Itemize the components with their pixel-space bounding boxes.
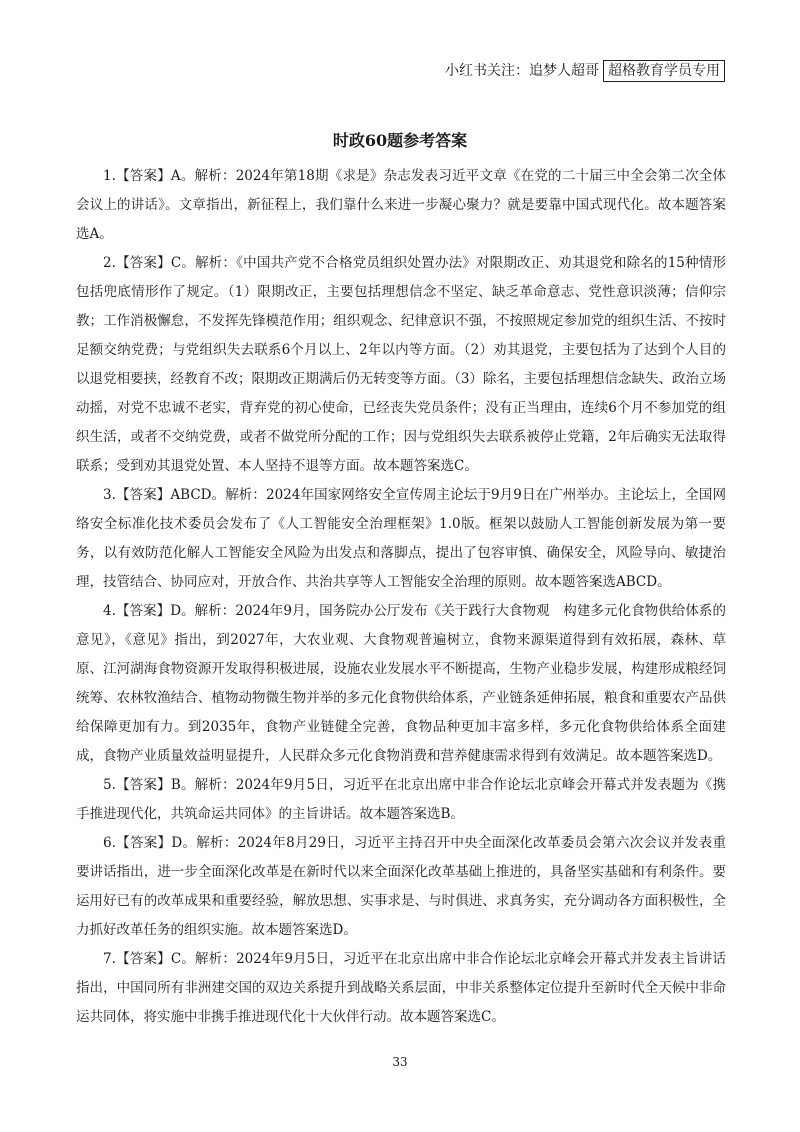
answer-text: 解析：《中国共产党不合格党员组织处置办法》对限期改正、劝其退党和除名的15种情形包括兜底情形作了规定。（1）限期改正，主要包括理想信念不坚定、缺乏革命意志、党性意识淡薄；信仰宗教；工作消极懈怠，不发挥先锋模范作用；组织观念、纪律意识不强，不按照规定参加党的组织生活、不按时足额交纳党费；与党组织失去联系6个月以上、2年以内等方面。（2）劝其退党，主要包括为了达到个人目的以退党相要挟，经教育不改；限期改正期满后仍无转变等方面。（3）除名，主要包括理想信念缺失、政治立场动摇，对党不忠诚不老实，背弃党的初心使命，已经丧失党员条件；没有正当理由，连续6个月不参加党的组织生活，或者不交纳党费，或者不做党所分配的工作；因与党组织失去联系被停止党籍，2年后确实无法取得联系；受到劝其退党处置、本人坚持不退等方面。故本题答案选C。 <box>76 255 726 474</box>
answer-item-6 <box>76 829 726 945</box>
page-number: 33 <box>392 1055 408 1069</box>
answer-text: 解析：2024年9月5日，习近平在北京出席中非合作论坛北京峰会开幕式并发表题为《携手推进现代化，共筑命运共同体》的主旨讲话。故本题答案选B。 <box>76 777 726 822</box>
page-header <box>445 60 725 82</box>
answer-item-1 <box>76 162 726 249</box>
answer-prefix: 5.【答案】B。 <box>103 777 195 793</box>
answer-list <box>76 162 726 1032</box>
header-badge: 超格教育学员专用 <box>603 60 725 82</box>
answer-prefix: 3.【答案】ABCD。 <box>103 487 226 503</box>
answer-text: 解析：2024年9月5日，习近平在北京出席中非合作论坛北京峰会开幕式并发表主旨讲话指出，中国同所有非洲建交国的双边关系提升到战略关系层面，中非关系整体定位提升至新时代全天候中非命运共同体，将实施中非携手推进现代化十大伙伴行动。故本题答案选C。 <box>76 951 726 1025</box>
answer-prefix: 4.【答案】D。 <box>103 603 195 619</box>
answer-item-3 <box>76 481 726 597</box>
answer-item-7 <box>76 945 726 1032</box>
answer-text: 解析：2024年8月29日，习近平主持召开中央全面深化改革委员会第六次会议并发表重要讲话指出，进一步全面深化改革是在新时代以来全面深化改革基础上推进的，具备坚实基础和有利条件。要运用好已有的改革成果和重要经验，解放思想、实事求是、与时俱进、求真务实，充分调动各方面积极性，全力抓好改革任务的组织实施。故本题答案选D。 <box>76 835 726 938</box>
answer-text: 解析：2024年国家网络安全宣传周主论坛于9月9日在广州举办。主论坛上，全国网络安全标准化技术委员会发布了《人工智能安全治理框架》1.0版。框架以鼓励人工智能创新发展为第一要务，以有效防范化解人工智能安全风险为出发点和落脚点，提出了包容审慎、确保安全，风险导向、敏捷治理，技管结合、协同应对，开放合作、共治共享等人工智能安全治理的原则。故本题答案选ABCD。 <box>76 487 726 590</box>
answer-text: 解析：2024年第18期《求是》杂志发表习近平文章《在党的二十届三中全会第二次全体会议上的讲话》。文章指出，新征程上，我们靠什么来进一步凝心聚力？就是要靠中国式现代化。故本题答案选A。 <box>76 168 726 242</box>
answer-prefix: 1.【答案】A。 <box>103 168 195 184</box>
answer-item-2 <box>76 249 726 481</box>
answer-text: 解析：2024年9月，国务院办公厅发布《关于践行大食物观 构建多元化食物供给体系的意见》，《意见》指出，到2027年，大农业观、大食物观普遍树立，食物来源渠道得到有效拓展，森林、草原、江河湖海食物资源开发取得积极进展，设施农业发展水平不断提高，生物产业稳步发展，构建形成粮经饲统筹、农林牧渔结合、植物动物微生物并举的多元化食物供给体系，产业链条延伸拓展，粮食和重要农产品供给保障更加有力。到2035年，食物产业链健全完善，食物品种更加丰富多样，多元化食物供给体系全面建成，食物产业质量效益明显提升，人民群众多元化食物消费和营养健康需求得到有效满足。故本题答案选D。 <box>76 603 726 764</box>
answer-item-4 <box>76 597 726 771</box>
page-title: 时政60题参考答案 <box>332 131 468 150</box>
header-note: 小红书关注：追梦人超哥 <box>445 63 599 79</box>
answer-prefix: 7.【答案】C。 <box>103 951 196 967</box>
answer-item-5 <box>76 771 726 829</box>
answer-prefix: 2.【答案】C。 <box>103 255 196 271</box>
answer-prefix: 6.【答案】D。 <box>103 835 197 851</box>
